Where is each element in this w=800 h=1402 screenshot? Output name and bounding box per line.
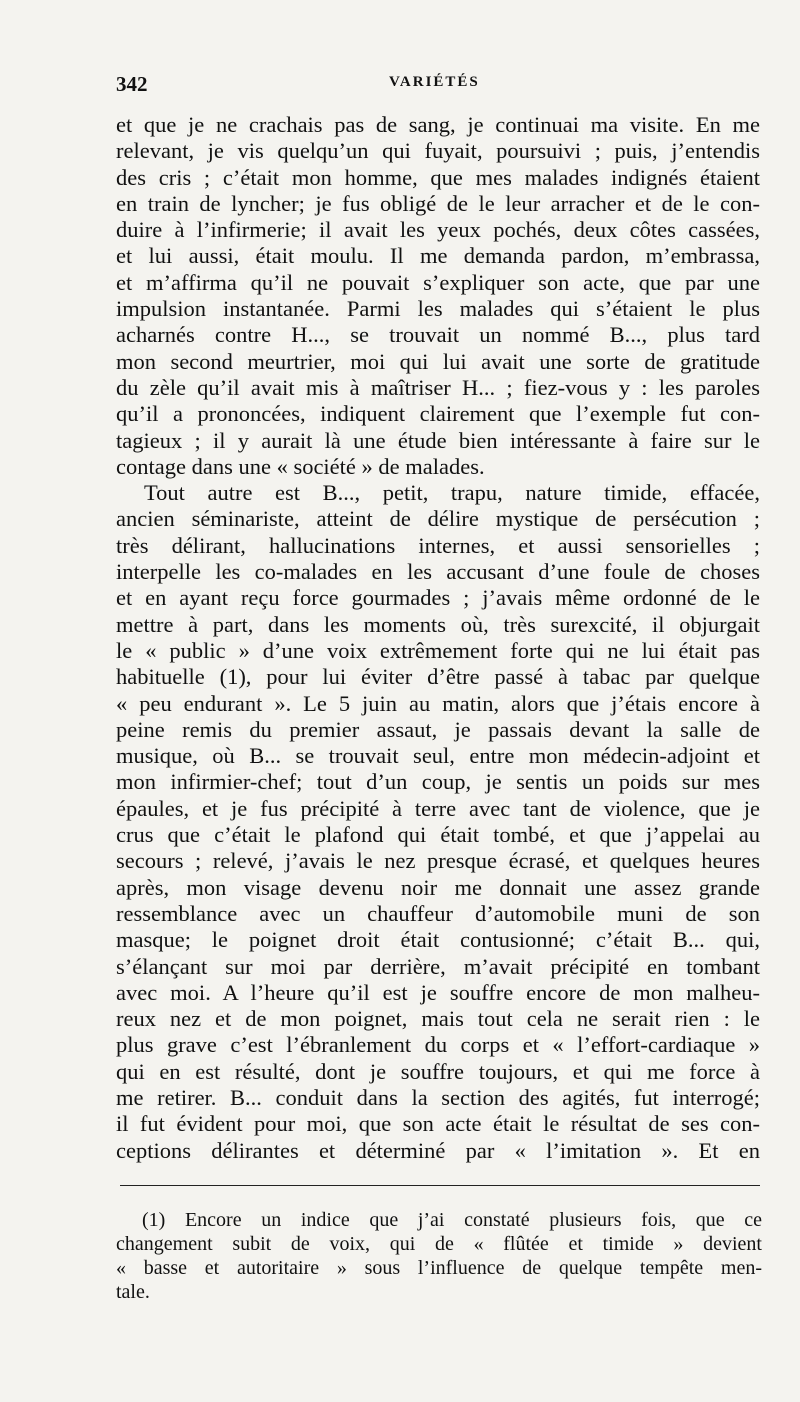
body-line: très délirant, hallucinations internes, et aussi sensorielles ; xyxy=(116,532,760,558)
body-line: secours ; relevé, j’avais le nez presque écrasé, et quelques heures xyxy=(116,848,760,874)
body-line: duire à l’infirmerie; il avait les yeux pochés, deux côtes cassées, xyxy=(116,217,760,243)
body-line: il fut évident pour moi, que son acte était le résultat de ses con- xyxy=(116,1111,760,1137)
body-line: et lui aussi, était moulu. Il me demanda pardon, m’embrassa, xyxy=(116,243,760,269)
body-line: qui en est résulté, dont je souffre toujours, et qui me force à xyxy=(116,1058,760,1084)
body-line: musique, où B... se trouvait seul, entre mon médecin-adjoint et xyxy=(116,743,760,769)
body-line: s’élançant sur moi par derrière, m’avait précipité en tombant xyxy=(116,953,760,979)
body-line: relevant, je vis quelqu’un qui fuyait, poursuivi ; puis, j’entendis xyxy=(116,138,760,164)
body-line: et m’affirma qu’il ne pouvait s’expliquer son acte, que par une xyxy=(116,269,760,295)
body-line: des cris ; c’était mon homme, que mes malades indignés étaient xyxy=(116,164,760,190)
body-line: plus grave c’est l’ébranlement du corps et « l’effort-cardiaque » xyxy=(116,1032,760,1058)
running-title: VARIÉTÉS xyxy=(389,74,480,90)
body-line: en train de lyncher; je fus obligé de le leur arracher et de le con- xyxy=(116,190,760,216)
footnote xyxy=(116,1208,762,1304)
body-line: Tout autre est B..., petit, trapu, nature timide, effacée, xyxy=(144,480,760,506)
body-line: masque; le poignet droit était contusionné; c’était B... qui, xyxy=(116,927,760,953)
body-line: avec moi. A l’heure qu’il est je souffre encore de mon malheu- xyxy=(116,979,760,1005)
footnote-divider xyxy=(120,1185,760,1186)
body-line: le « public » d’une voix extrêmement forte qui ne lui était pas xyxy=(116,637,760,663)
body-line: « peu endurant ». Le 5 juin au matin, alors que j’étais encore à xyxy=(116,690,760,716)
body-line: épaules, et je fus précipité à terre avec tant de violence, que je xyxy=(116,795,760,821)
footnote-line: « basse et autoritaire » sous l’influence de quelque tempête men- xyxy=(116,1257,762,1279)
body-line: habituelle (1), pour lui éviter d’être passé à tabac par quelque xyxy=(116,664,760,690)
body-line: peine remis du premier assaut, je passais devant la salle de xyxy=(116,716,760,742)
body-line: impulsion instantanée. Parmi les malades qui s’étaient le plus xyxy=(116,296,760,322)
page-number: 342 xyxy=(116,72,148,96)
body-line: et en ayant reçu force gourmades ; j’avais même ordonné de le xyxy=(116,585,760,611)
body-line: tagieux ; il y aurait là une étude bien intéressante à faire sur le xyxy=(116,427,760,453)
body-text xyxy=(116,112,760,1164)
body-line: ressemblance avec un chauffeur d’automobile muni de son xyxy=(116,900,760,926)
body-line: contage dans une « société » de malades. xyxy=(116,453,485,479)
footnote-line: tale. xyxy=(116,1281,150,1303)
page-header xyxy=(116,72,756,100)
footnote-line: (1) Encore un indice que j’ai constaté plusieurs fois, que ce xyxy=(142,1209,762,1231)
body-line: du zèle qu’il avait mis à maîtriser H... ; fiez-vous y : les paroles xyxy=(116,374,760,400)
footnote-line: changement subit de voix, qui de « flûtée et timide » devient xyxy=(116,1233,762,1255)
body-line: reux nez et de mon poignet, mais tout cela ne serait rien : le xyxy=(116,1006,760,1032)
body-line: ancien séminariste, atteint de délire mystique de persécution ; xyxy=(116,506,760,532)
body-line: qu’il a prononcées, indiquent clairement que l’exemple fut con- xyxy=(116,401,760,427)
body-line: mettre à part, dans les moments où, très surexcité, il objurgait xyxy=(116,611,760,637)
body-line: crus que c’était le plafond qui était tombé, et que j’appelai au xyxy=(116,822,760,848)
body-line: acharnés contre H..., se trouvait un nommé B..., plus tard xyxy=(116,322,760,348)
body-line: ceptions délirantes et déterminé par « l’imitation ». Et en xyxy=(116,1137,760,1163)
body-line: mon infirmier-chef; tout d’un coup, je sentis un poids sur mes xyxy=(116,769,760,795)
body-line: après, mon visage devenu noir me donnait une assez grande xyxy=(116,874,760,900)
body-line: mon second meurtrier, moi qui lui avait une sorte de gratitude xyxy=(116,348,760,374)
body-line: et que je ne crachais pas de sang, je continuai ma visite. En me xyxy=(116,112,760,137)
body-line: me retirer. B... conduit dans la section des agités, fut interrogé; xyxy=(116,1084,760,1110)
body-line: interpelle les co-malades en les accusant d’une foule de choses xyxy=(116,559,760,585)
